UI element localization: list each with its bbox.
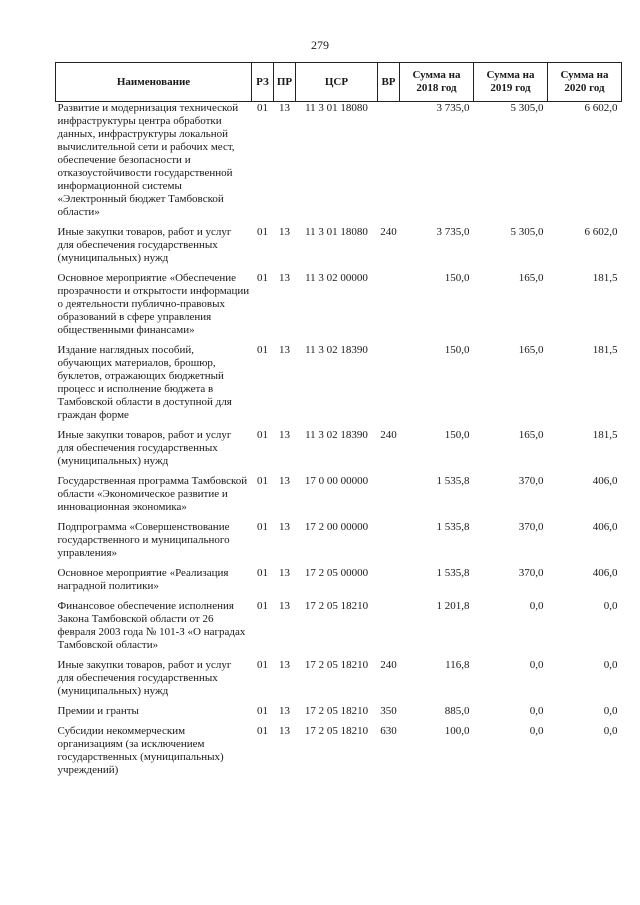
table-row [56, 344, 622, 429]
row-sum-2020: 0,0 [603, 725, 618, 737]
header-sum-2020: Сумма на 2020 год [548, 63, 622, 102]
table-row [56, 705, 622, 725]
row-rz: 01 [257, 659, 268, 671]
row-pr: 13 [279, 705, 290, 717]
table-row [56, 659, 622, 705]
row-sum-2018: 1 201,8 [436, 600, 470, 612]
row-name: Премии и гранты [57, 705, 139, 717]
row-rz: 01 [257, 102, 268, 114]
row-vr: 630 [380, 725, 397, 737]
row-vr: 240 [380, 429, 397, 441]
row-name: Издание наглядных пособий, обучающих материалов, брошюр, буклетов, отражающих бюджетный процесс и исполнение бюджета в Тамбовской области в доступной для граждан форме [57, 344, 232, 421]
row-sum-2020: 0,0 [603, 659, 618, 671]
row-sum-2019: 165,0 [518, 344, 544, 356]
row-vr: 350 [380, 705, 397, 717]
row-rz: 01 [257, 272, 268, 284]
row-name: Государственная программа Тамбовской области «Экономическое развитие и инновационная экономика» [57, 475, 248, 513]
row-sum-2018: 150,0 [444, 429, 470, 441]
row-vr: 240 [380, 226, 397, 238]
row-csr: 17 2 05 18210 [304, 600, 369, 612]
table-row [56, 226, 622, 272]
row-csr: 11 3 02 18390 [305, 429, 368, 441]
row-name: Финансовое обеспечение исполнения Закона Тамбовской области от 26 февраля 2003 года № 101-З «О наградах Тамбовской области» [57, 600, 246, 651]
row-sum-2019: 370,0 [518, 475, 544, 487]
row-sum-2020: 406,0 [592, 521, 618, 533]
row-csr: 17 2 05 18210 [304, 705, 369, 717]
row-pr: 13 [279, 725, 290, 737]
row-rz: 01 [257, 725, 268, 737]
row-pr: 13 [279, 600, 290, 612]
row-vr [378, 102, 400, 227]
row-sum-2020: 6 602,0 [584, 102, 618, 114]
row-csr: 11 3 01 18080 [305, 102, 368, 114]
row-sum-2019: 165,0 [518, 429, 544, 441]
budget-table [55, 62, 622, 784]
row-sum-2019: 370,0 [518, 521, 544, 533]
row-csr: 17 2 05 18210 [304, 659, 369, 671]
table-row [56, 600, 622, 659]
row-csr: 17 0 00 00000 [304, 475, 369, 487]
row-rz: 01 [257, 344, 268, 356]
row-sum-2020: 406,0 [592, 475, 618, 487]
table-row [56, 725, 622, 784]
row-name: Иные закупки товаров, работ и услуг для обеспечения государственных (муниципальных) нужд [57, 429, 232, 467]
row-vr [378, 600, 400, 659]
table-row [56, 567, 622, 600]
row-vr: 240 [380, 659, 397, 671]
header-csr: ЦСР [296, 63, 378, 102]
row-sum-2018: 116,8 [445, 659, 470, 671]
row-sum-2020: 6 602,0 [584, 226, 618, 238]
row-sum-2020: 181,5 [592, 429, 618, 441]
row-sum-2019: 0,0 [529, 659, 544, 671]
row-sum-2019: 5 305,0 [510, 226, 544, 238]
row-sum-2020: 181,5 [592, 344, 618, 356]
header-vr: ВР [378, 63, 400, 102]
row-pr: 13 [279, 102, 290, 114]
row-name: Основное мероприятие «Реализация наградной политики» [57, 567, 229, 592]
row-name: Иные закупки товаров, работ и услуг для обеспечения государственных (муниципальных) нужд [57, 226, 232, 264]
row-sum-2019: 370,0 [518, 567, 544, 579]
row-sum-2018: 3 735,0 [436, 102, 470, 114]
row-rz: 01 [257, 600, 268, 612]
row-vr [378, 475, 400, 521]
row-rz: 01 [257, 226, 268, 238]
row-sum-2019: 5 305,0 [510, 102, 544, 114]
row-csr: 11 3 02 00000 [305, 272, 368, 284]
row-pr: 13 [279, 226, 290, 238]
row-vr [378, 344, 400, 429]
row-rz: 01 [257, 475, 268, 487]
row-pr: 13 [279, 475, 290, 487]
table-body [56, 102, 622, 785]
header-sum-2018: Сумма на 2018 год [400, 63, 474, 102]
row-pr: 13 [279, 429, 290, 441]
row-rz: 01 [257, 429, 268, 441]
row-sum-2019: 0,0 [529, 600, 544, 612]
row-pr: 13 [279, 659, 290, 671]
row-csr: 11 3 02 18390 [305, 344, 368, 356]
row-name: Основное мероприятие «Обеспечение прозрачности и открытости информации о деятельности публично-правовых образований в сфере управления общественными финансами» [57, 272, 250, 336]
page-number: 279 [311, 38, 329, 52]
table-row [56, 429, 622, 475]
row-name: Подпрограмма «Совершенствование государственного и муниципального управления» [57, 521, 230, 559]
row-name: Субсидии некоммерческим организациям (за исключением государственных (муниципальных) учреждений) [57, 725, 224, 776]
row-pr: 13 [279, 272, 290, 284]
row-rz: 01 [257, 567, 268, 579]
row-sum-2018: 150,0 [444, 344, 470, 356]
table-row [56, 475, 622, 521]
row-sum-2018: 150,0 [444, 272, 470, 284]
row-sum-2018: 3 735,0 [436, 226, 470, 238]
row-vr [378, 567, 400, 600]
header-rz: РЗ [252, 63, 274, 102]
row-sum-2018: 885,0 [444, 705, 470, 717]
row-sum-2018: 1 535,8 [436, 521, 470, 533]
row-sum-2019: 165,0 [518, 272, 544, 284]
table-row [56, 102, 622, 227]
table-row [56, 272, 622, 344]
row-csr: 17 2 00 00000 [304, 521, 369, 533]
row-csr: 11 3 01 18080 [305, 226, 368, 238]
row-sum-2020: 181,5 [592, 272, 618, 284]
row-sum-2019: 0,0 [529, 705, 544, 717]
row-sum-2019: 0,0 [529, 725, 544, 737]
row-sum-2018: 1 535,8 [436, 567, 470, 579]
row-vr [378, 272, 400, 344]
row-sum-2018: 100,0 [444, 725, 470, 737]
row-csr: 17 2 05 00000 [304, 567, 369, 579]
row-name: Развитие и модернизация технической инфраструктуры центра обработки данных, инфраструктуры локальной вычислительной сети и рабочих мест, обеспечение безопасности и отказоустойчивости государственной информационной системы «Электронный бюджет Тамбовской области» [57, 102, 239, 218]
row-name: Иные закупки товаров, работ и услуг для обеспечения государственных (муниципальных) нужд [57, 659, 232, 697]
header-pr: ПР [274, 63, 296, 102]
row-pr: 13 [279, 344, 290, 356]
header-name: Наименование [56, 63, 252, 102]
header-sum-2019: Сумма на 2019 год [474, 63, 548, 102]
table-header [56, 63, 622, 102]
row-sum-2018: 1 535,8 [436, 475, 470, 487]
row-vr [378, 521, 400, 567]
row-csr: 17 2 05 18210 [304, 725, 369, 737]
row-rz: 01 [257, 705, 268, 717]
row-pr: 13 [279, 567, 290, 579]
row-sum-2020: 406,0 [592, 567, 618, 579]
table-row [56, 521, 622, 567]
row-sum-2020: 0,0 [603, 600, 618, 612]
row-rz: 01 [257, 521, 268, 533]
row-pr: 13 [279, 521, 290, 533]
row-sum-2020: 0,0 [603, 705, 618, 717]
